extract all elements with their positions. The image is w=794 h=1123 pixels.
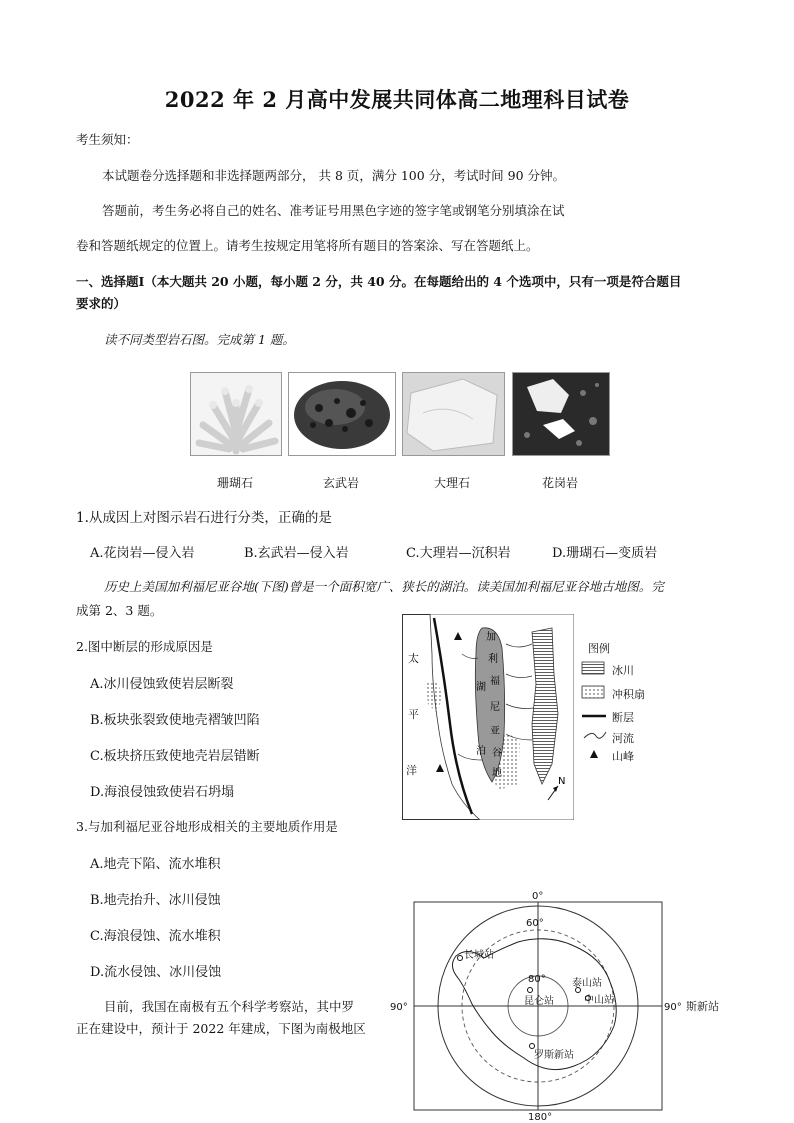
station-label-changcheng: 长城站 xyxy=(464,950,494,961)
lake-char-9: 地 xyxy=(492,768,502,779)
legend-label-fault: 断层 xyxy=(612,711,634,724)
rock-intro: 读不同类型岩石图。完成第 1 题。 xyxy=(104,332,295,347)
q1-option-c: C.大理岩—沉积岩 xyxy=(406,546,511,561)
section1-heading: 一、选择题Ⅰ（本大题共 20 小题，每小题 2 分，共 40 分。在每题给出的 4 个选项中，只有一项是符合题目 xyxy=(76,274,682,289)
rock-label-granite: 花岗岩 xyxy=(541,476,578,490)
california-intro: 历史上美国加利福尼亚谷地(下图)曾是一个面积宽广、狭长的湖泊。读美国加利福尼亚谷地古地图。完 xyxy=(104,579,664,594)
q1-option-b: B.玄武岩—侵入岩 xyxy=(244,546,349,561)
q2-stem: 2.图中断层的形成原因是 xyxy=(76,639,213,654)
q2-option-c: C.板块挤压致使地壳岩层错断 xyxy=(90,749,260,764)
legend-fan-icon xyxy=(582,686,604,698)
station-marker-luosi xyxy=(530,1044,535,1049)
ocean-char-1: 太 xyxy=(408,652,419,665)
page-title: 2022 年 2 月高中发展共同体高二地理科目试卷 xyxy=(164,87,630,112)
lon-label-left: 90° xyxy=(390,1002,408,1013)
section1-heading-cont: 要求的） xyxy=(76,296,127,311)
lon-label-0: 0° xyxy=(532,891,544,902)
legend-label-peak: 山峰 xyxy=(612,750,634,763)
coral-photo xyxy=(190,372,282,456)
legend-label-river: 河流 xyxy=(612,732,634,745)
rock-label-marble: 大理石 xyxy=(433,476,470,490)
lat-label-80: 80° xyxy=(528,974,546,985)
lake-char-5: 尼 xyxy=(490,702,500,713)
station-label-zhongshan: 中山站 xyxy=(584,995,614,1006)
legend-symbols xyxy=(580,660,610,760)
q3-option-b: B.地壳抬升、冰川侵蚀 xyxy=(90,893,221,908)
q2-option-a: A.冰川侵蚀致使岩层断裂 xyxy=(90,677,234,692)
lon-label-right: 90° xyxy=(664,1002,682,1013)
station-marker-changcheng xyxy=(458,956,463,961)
rock-label-basalt: 玄武岩 xyxy=(322,476,359,490)
outside-station-label: 斯新站 xyxy=(686,1000,719,1013)
q1-option-a: A.花岗岩—侵入岩 xyxy=(90,546,195,561)
marble-photo xyxy=(402,372,505,456)
rock-label-coral: 珊瑚石 xyxy=(216,476,253,490)
q1-option-d: D.珊瑚石—变质岩 xyxy=(552,546,658,561)
q3-stem: 3.与加利福尼亚谷地形成相关的主要地质作用是 xyxy=(76,819,338,834)
q2-option-d: D.海浪侵蚀致使岩石坍塌 xyxy=(90,785,235,800)
notice-line-2: 答题前，考生务必将自己的姓名、准考证号用黑色字迹的签字笔或钢笔分别填涂在试 xyxy=(102,203,565,218)
lake-char-4: 福 xyxy=(490,676,500,687)
q3-option-d: D.流水侵蚀、冰川侵蚀 xyxy=(90,965,222,980)
station-label-taishan: 泰山站 xyxy=(572,978,602,989)
notice-line-3: 卷和答题纸规定的位置上。请考生按规定用笔将所有题目的答案涂、写在答题纸上。 xyxy=(76,238,539,253)
station-marker-kunlun xyxy=(528,988,533,993)
antarctic-map xyxy=(388,886,688,1120)
q2-option-b: B.板块张裂致使地壳褶皱凹陷 xyxy=(90,713,260,728)
lon-label-180: 180° xyxy=(528,1112,553,1120)
lake-char-6: 亚 xyxy=(490,726,500,737)
station-label-kunlun: 昆仑站 xyxy=(524,996,554,1007)
legend-title: 图例 xyxy=(588,642,610,655)
california-intro-cont: 成第 2、3 题。 xyxy=(76,603,163,618)
antarctic-intro-cont: 正在建设中，预计于 2022 年建成，下图为南极地区 xyxy=(76,1021,366,1036)
notice-line-1: 本试题卷分选择题和非选择题两部分， 共 8 页，满分 100 分，考试时间 90 分钟。 xyxy=(102,168,566,183)
lake-char-3: 湖 xyxy=(476,682,486,693)
antarctic-intro: 目前，我国在南极有五个科学考察站，其中罗 xyxy=(104,999,355,1014)
california-map xyxy=(402,614,574,820)
lake-char-1: 加 xyxy=(486,632,496,643)
lake-char-8: 谷 xyxy=(492,748,502,759)
lake-char-7: 泊 xyxy=(476,746,486,757)
legend-glacier-icon xyxy=(582,662,604,674)
north-label: N xyxy=(558,776,566,787)
ocean-char-2: 平 xyxy=(408,708,419,721)
granite-photo xyxy=(512,372,610,456)
lake-char-2: 利 xyxy=(488,654,498,665)
q1-stem: 1.从成因上对图示岩石进行分类，正确的是 xyxy=(76,510,332,526)
station-label-luosi: 罗斯新站 xyxy=(534,1050,574,1061)
notice-heading: 考生须知： xyxy=(76,132,139,147)
legend-label-glacier: 冰川 xyxy=(612,664,634,677)
legend-peak-icon xyxy=(590,750,598,758)
ocean-char-3: 洋 xyxy=(406,764,417,777)
q3-option-a: A.地壳下陷、流水堆积 xyxy=(90,857,221,872)
q3-option-c: C.海浪侵蚀、流水堆积 xyxy=(90,929,221,944)
lat-label-60: 60° xyxy=(526,918,544,929)
basalt-photo xyxy=(288,372,396,456)
legend-label-fan: 冲积扇 xyxy=(612,688,645,701)
legend-river-icon xyxy=(584,732,606,738)
